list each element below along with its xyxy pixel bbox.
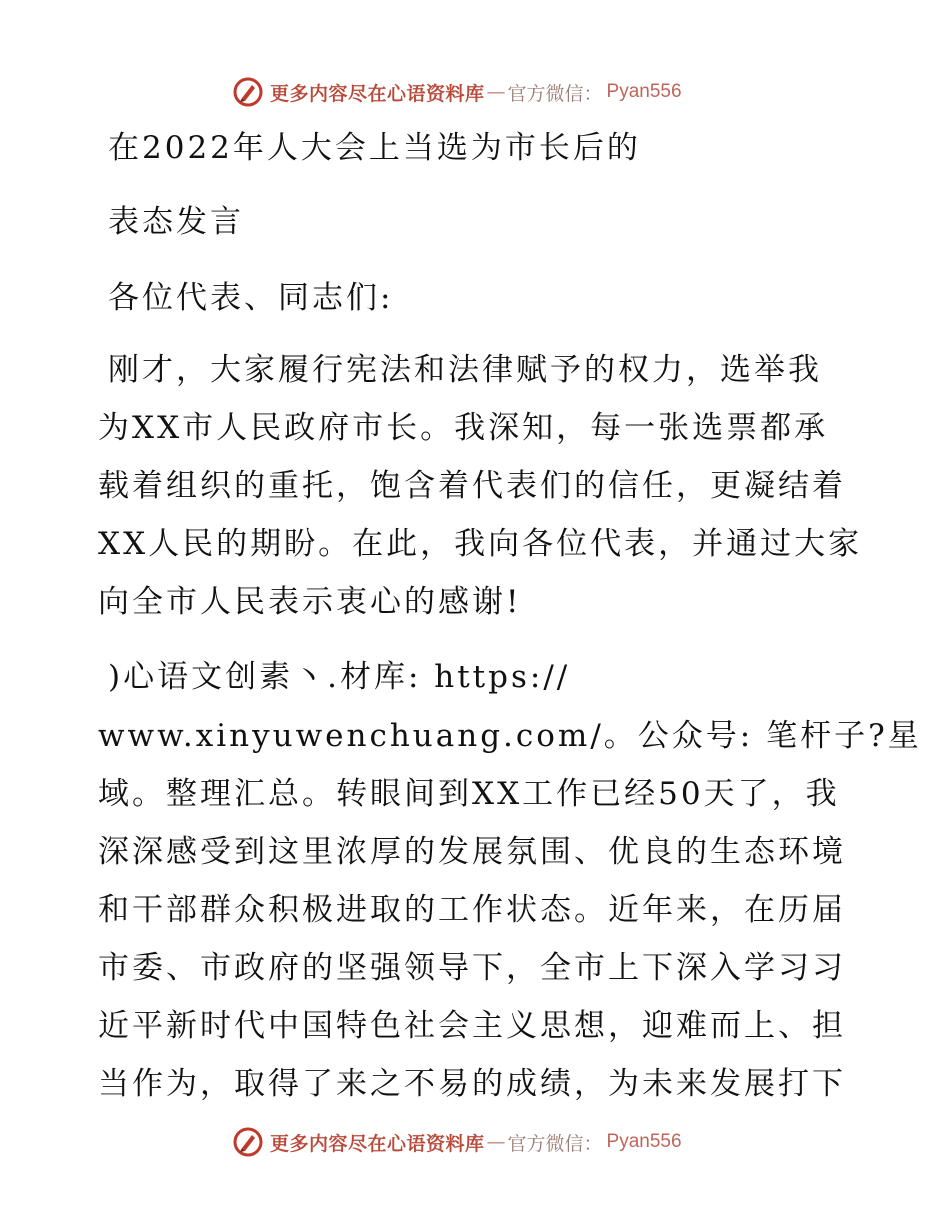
paragraph-2-line: 当作为，取得了来之不易的成绩，为未来发展打下 [98, 1066, 846, 1102]
paragraph-1-line: 向全市人民表示衷心的感谢! [98, 584, 522, 620]
footer-watermark [232, 1122, 712, 1162]
watermark-account-id: Pyan556 [606, 81, 682, 102]
pen-logo-icon [232, 1126, 264, 1158]
watermark-brand-text: 更多内容尽在心语资料库 [270, 82, 485, 105]
watermark-account-id: Pyan556 [606, 1131, 682, 1152]
watermark-official-label: 官方微信： [507, 82, 603, 105]
paragraph-2-line: 市委、市政府的坚强领导下，全市上下深入学习习 [98, 950, 846, 986]
paragraph-1-line: 载着组织的重托，饱含着代表们的信任，更凝结着 [98, 468, 846, 504]
watermark-official-label: 官方微信： [507, 1132, 603, 1155]
pen-logo-icon [232, 76, 264, 108]
paragraph-2-line: 深深感受到这里浓厚的发展氛围、优良的生态环境 [98, 834, 846, 870]
paragraph-2-line: 域。整理汇总。转眼间到XX工作已经50天了，我 [98, 776, 840, 812]
paragraph-2-line: )心语文创素丶.材库: https:// [108, 659, 571, 695]
paragraph-2-line: 和干部群众积极进取的工作状态。近年来，在历届 [98, 892, 846, 928]
paragraph-1-line: 为XX市人民政府市长。我深知，每一张选票都承 [98, 410, 829, 446]
salutation: 各位代表、同志们: [108, 280, 394, 316]
document-title-line-1: 在2022年人大会上当选为市长后的 [108, 130, 641, 166]
watermark-separator: — [486, 1131, 506, 1153]
paragraph-2-line: 近平新时代中国特色社会主义思想，迎难而上、担 [98, 1008, 846, 1044]
watermark-brand-text: 更多内容尽在心语资料库 [270, 1132, 485, 1155]
paragraph-2-line: www.xinyuwenchuang.com/。公众号: 笔杆子?星 [98, 718, 922, 754]
paragraph-1-line: 刚才，大家履行宪法和法律赋予的权力，选举我 [108, 352, 822, 388]
paragraph-1-line: XX人民的期盼。在此，我向各位代表，并通过大家 [98, 526, 863, 562]
watermark-separator: — [486, 81, 506, 103]
document-title-line-2: 表态发言 [108, 204, 244, 240]
header-watermark [232, 72, 712, 112]
